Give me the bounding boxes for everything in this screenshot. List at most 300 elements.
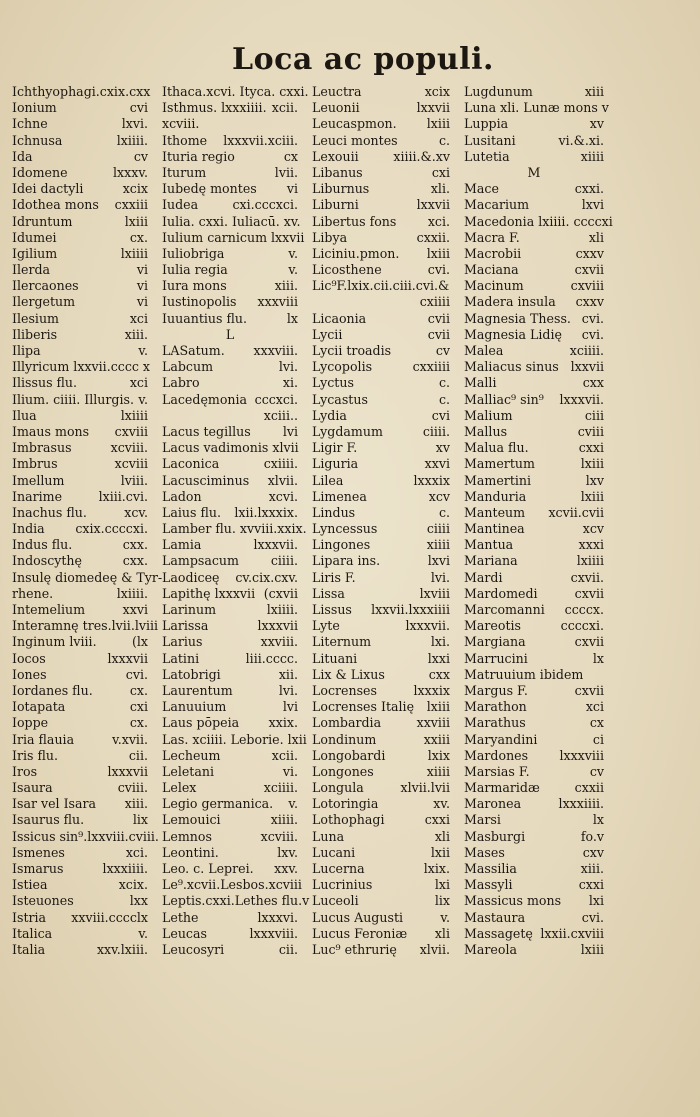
index-entry [312,424,450,440]
place-name: Leucaspmon. [312,116,397,132]
place-name: LASatum. [162,343,225,358]
page-reference: lxi. [430,634,450,650]
page-reference: v. [138,343,148,358]
place-name: Lugdunum [464,84,533,99]
index-entry [162,440,298,456]
page-reference: cvii [427,310,450,326]
place-name: Malua flu. [464,440,529,456]
page-reference: cvii [427,326,450,342]
page-reference: lviii. [120,472,148,488]
index-entry [162,731,307,748]
index-entry [464,408,604,424]
place-name: Licaonia [312,310,367,326]
index-entry [12,359,151,375]
index-entry [312,942,450,958]
index-entry [312,311,450,327]
place-name: Iotapata [12,699,66,715]
index-entry [12,715,148,731]
page-reference: lxiiii [576,553,604,569]
index-entry [312,715,450,731]
index-entry [12,489,148,505]
index-entry [464,715,604,731]
index-entry [162,748,298,764]
index-entry [162,278,298,294]
index-entry [162,942,298,958]
index-entry [162,926,298,942]
letter-heading: M [527,164,541,180]
page-reference: v. [138,391,148,407]
page-reference: cxxi [578,877,604,893]
page-reference: xlvii [272,440,299,456]
page-reference: cxvii [574,634,604,650]
place-name: Mareola [464,941,517,957]
index-entry [12,764,148,780]
page-reference: xxiii [423,731,450,747]
index-entry [312,570,450,586]
page-reference: lxxvii [416,100,450,116]
index-entry [162,553,298,569]
page-reference: lxiii [426,116,450,132]
index-entry [464,926,604,942]
place-name: India [12,521,45,537]
index-entry [12,926,148,942]
index-entry [162,537,298,553]
index-entry [162,359,298,375]
index-entry [464,424,604,440]
page-reference: cxi.cccxci. [232,197,298,213]
page-reference: xiiii [580,148,604,164]
page-reference: xv [435,440,450,456]
place-name: Le⁹.xcvii.Lesbos.xcviii [162,877,302,893]
place-name: Istria [12,909,47,925]
place-name: Imbrus [12,456,58,472]
page-reference: xiii. [580,861,604,876]
page-reference: vi.&.xi. [558,132,604,148]
index-entry [12,181,148,197]
page-reference: lvii. [274,164,298,180]
page-reference: cxxiiii [412,359,450,375]
index-entry [162,667,298,683]
index-entry [464,586,604,602]
place-name: Interamnę tres.lvii.lviii [12,618,159,634]
index-entry [464,553,604,569]
place-name: Lissa [312,585,345,601]
index-entry [162,100,298,116]
page-reference: cv [133,148,148,164]
index-entry [12,812,148,828]
place-name: Margiana [464,634,526,650]
index-entry [162,651,298,667]
page-reference: lxiii [580,941,604,957]
index-entry [12,230,148,246]
page-reference: xci. [125,844,148,860]
place-name: Ida [12,148,33,164]
place-name: Luna xli. Lunæ mons [464,100,598,116]
page-reference: xvviii.xxix. [239,521,307,537]
page-reference: cxxi [578,440,604,456]
place-name: Iocos [12,650,46,666]
index-entry [464,473,604,489]
page-reference: lxi [434,877,450,893]
index-entry [162,181,298,197]
place-name: Lapithę lxxxvii [162,585,256,601]
place-name: Libya [312,229,348,245]
index-entry [12,327,148,343]
index-entry [464,116,604,132]
index-entry [312,440,450,456]
page-reference: xlvii.lvii [400,780,450,796]
place-name: Mardi [464,569,503,585]
place-name: Mamertini [464,472,532,488]
page-reference: cxvii [574,585,604,601]
index-entry [312,829,450,845]
page-reference: lx [592,812,604,828]
page-reference: (lx [131,634,148,650]
index-entry [12,116,148,132]
place-name: Massicus mons [464,893,562,909]
place-name: Lucani [312,844,356,860]
place-name: Marathus [464,715,526,731]
index-entry [12,651,148,667]
place-name: Iulia regia [162,262,228,278]
page-reference: lxiii [426,245,450,261]
place-name: Lucus Augusti [312,909,404,925]
index-entry [162,133,298,149]
place-name: Lombardia [312,715,382,731]
page-reference: lxii [430,844,450,860]
place-name: Indoscythę [12,553,82,569]
page-reference: xxxviii. [253,343,298,358]
index-entry [312,327,450,343]
page-reference: xli [588,229,604,245]
page-reference: cvi [431,407,450,423]
index-entry [162,829,298,845]
place-name: Luna [312,828,345,844]
place-name: Marsias F. [464,763,530,779]
index-entry [464,165,604,181]
page-reference: xiii. [274,278,298,294]
index-entry [12,828,159,845]
index-entry [464,602,604,618]
page-reference: xcvii.cvii [548,504,604,520]
place-name: Luppia [464,116,509,132]
page-reference: lxxvii.lxxxiiii [371,602,450,617]
place-name: Lycastus [312,391,368,407]
page-reference: v. [288,796,298,812]
index-entry [12,424,148,440]
place-name: Laius flu. [162,504,221,520]
place-name: Lygdamum [312,423,383,439]
place-name: Mareotis [464,618,522,634]
place-name: Lacus tegillus [162,423,251,439]
place-name: Leletani [162,763,215,779]
page-reference: lxxxiiii. [102,861,148,876]
place-name: Laurentum [162,682,233,698]
page-reference: lxxxix [413,682,450,698]
index-entry [12,667,148,683]
place-name: Limenea [312,488,367,504]
page-reference: xiiii [426,537,450,553]
index-entry [312,359,450,375]
place-name: Isaura [12,780,53,796]
place-name: Malli [464,375,497,391]
place-name: Libertus fons [312,213,397,229]
page-reference: lxxvii [570,359,604,375]
place-name: Matruuium ibidem [464,666,584,682]
place-name: Masburgi [464,828,526,844]
place-name: Maryandini [464,731,538,747]
place-name: Istiea [12,877,48,893]
index-entry [12,942,148,958]
page-reference: xcviii. [110,440,148,456]
page-reference: xcii. [271,100,298,116]
page-reference: lix [132,812,148,828]
page-reference: lxxxvii [107,650,148,666]
page-reference: cxi [129,699,148,715]
index-entry [464,812,604,828]
place-name: Lingones [312,537,371,553]
index-entry [12,165,148,181]
page-reference: cxxii [574,780,604,796]
place-name: Lucrinius [312,877,373,893]
place-name: Luc⁹ ethrurię [312,941,397,957]
place-name: Mariana [464,553,518,569]
place-name: Lyte [312,618,340,634]
place-name: Issicus sin⁹.lxxviii.cviii. [12,828,159,844]
place-name: Illyricum lxxvii.cccc [12,359,139,375]
page-reference: cxi [431,164,450,180]
page-reference: ciiii. [270,553,298,569]
index-entry [162,910,298,926]
page-reference: xxviii. [260,634,298,650]
place-name: Mallus [464,423,508,439]
index-entry [162,715,298,731]
index-entry [312,489,450,505]
page-reference: lxxxvii. [405,618,450,634]
page-reference: xci [129,310,148,326]
place-name: Ilergetum [12,294,76,310]
index-entry [312,732,450,748]
index-entry [12,100,148,116]
index-entry [312,214,450,230]
place-name: Mases [464,844,505,860]
place-name: Maronea [464,796,522,812]
index-entry [162,165,298,181]
page-reference: xcv [582,521,604,537]
page-reference: lxxxvii. [253,537,298,553]
page-reference: cxviii [570,278,604,294]
index-entry [12,408,148,424]
page-reference: lx [286,310,298,326]
index-entry [464,748,604,764]
place-name: Lix & Lixus [312,666,385,682]
place-name: Labcum [162,359,214,375]
page-reference: lxxvii [416,197,450,213]
index-entry [312,602,450,618]
page-reference: lxxxv. [113,164,148,180]
page-reference: vi [136,262,148,278]
page-reference: c. [438,391,450,407]
page-reference: xcv [428,488,450,504]
place-name: Mace [464,181,499,197]
place-name: Isthmus. lxxxiiii. [162,100,267,116]
place-name: Londinum [312,731,377,747]
page-reference: lxxxvii.xciii. [223,132,298,148]
place-name: Larinum [162,602,217,617]
index-entry [464,683,604,699]
index-entry [464,942,604,958]
index-entry [12,569,163,586]
index-entry [162,149,298,165]
page-reference: cxv [582,844,604,860]
index-entry [464,537,604,553]
index-entry [464,213,613,230]
index-entry [464,133,604,149]
place-name: Lotoringia [312,796,379,812]
index-entry [12,473,148,489]
page-reference: xlvii. [267,472,298,488]
place-name: Maciana [464,262,519,278]
page-reference: lxxii.cxviii [540,925,604,941]
place-name: Lelex [162,780,197,796]
page-reference: xiii. [124,796,148,812]
place-name: Ilercaones [12,278,79,294]
place-name: Leontini. [162,844,219,860]
page-reference: xiiii [426,763,450,779]
index-entry [464,699,604,715]
page-reference: lxxxix [413,472,450,488]
index-entry [464,489,604,505]
place-name: Lucerna [312,861,365,876]
page-reference: lxxxvii [107,763,148,779]
index-entry [162,327,298,343]
place-name: Malliac⁹ sin⁹ [464,391,544,407]
page-reference: cxvii [574,262,604,278]
page-reference: xiii [584,84,604,99]
page-reference: lxxxviii [559,747,604,763]
index-entry [162,634,298,650]
index-entry [12,586,148,602]
place-name: Iordanes flu. [12,682,93,698]
place-name: Locrenses Italię [312,699,415,715]
index-entry [464,634,604,650]
page-reference: xiiii. [270,812,298,828]
page-reference: xv [589,116,604,132]
place-name: Longones [312,763,374,779]
page-reference: cxx [428,666,450,682]
place-name: Ithome [162,132,208,148]
page-reference: ccccx. [564,602,604,617]
index-entry [464,861,604,877]
place-name: Italia [12,941,46,957]
page-reference: liii.cccc. [245,650,298,666]
place-name: Latini [162,650,200,666]
place-name: Larissa [162,618,209,634]
place-name: Ismarus [12,861,64,876]
index-entry [162,570,298,586]
index-entry [162,246,298,262]
index-entry [312,375,450,391]
place-name: Ilium. ciiii. Illurgis. [12,391,134,407]
page-reference: lxiiii. [266,602,298,617]
place-name: Inarime [12,488,63,504]
index-entry [12,521,148,537]
page-reference: xciiii. [263,780,298,796]
page-reference: ciiii [426,521,450,537]
place-name: Marathon [464,699,527,715]
page-reference: lxiii.cvi. [98,488,148,504]
index-entry [312,586,450,602]
page-reference: xxviii [416,715,450,731]
place-name: Mardomedi [464,585,538,601]
index-entry [162,618,298,634]
place-name: Ituria regio [162,148,235,164]
place-name: Ioppe [12,715,49,731]
page-reference: xxxi [578,537,604,553]
place-name: Lituani [312,650,358,666]
page-reference: cxiiii [419,294,450,310]
page-reference: cii. [128,747,148,763]
place-name: Isteuones [12,893,74,909]
place-name: Lemnos [162,828,212,844]
index-entry [312,84,450,100]
place-name: Manduria [464,488,527,504]
page-reference: lx [592,650,604,666]
place-name: Iris flu. [12,747,59,763]
page-reference: cxiiii. [263,456,298,472]
page-reference: xci. [427,213,450,229]
page-reference: cccxci. [254,391,298,407]
index-entry [12,246,148,262]
index-entry [162,845,298,861]
index-entry [312,116,450,132]
index-entry [162,764,298,780]
index-entry [464,392,604,408]
page-reference: xxv.lxiii. [96,941,148,957]
index-entry [464,246,604,262]
page-reference: c. [438,132,450,148]
page-reference: xcix. [118,877,148,893]
index-entry [162,602,298,618]
place-name: Iuliobriga [162,245,225,261]
index-entry [312,262,450,278]
index-entry [12,392,148,408]
index-entry [12,732,148,748]
page-reference: xcix [122,181,148,197]
index-entry [162,699,298,715]
place-name: Latobrigi [162,666,221,682]
page-reference: lxx [129,893,148,909]
index-entry [12,311,148,327]
page-reference: vi. [282,763,298,779]
page-title: Loca ac populi. [232,42,494,77]
place-name: Iturum [162,164,207,180]
index-entry [162,473,298,489]
place-name: Marcomanni [464,602,545,617]
index-entry [12,845,148,861]
page-reference: xv. [433,796,450,812]
index-entry [162,197,298,213]
page-reference: xcii. [271,747,298,763]
place-name: Lydia [312,407,347,423]
page-reference: lxiii [580,456,604,472]
page-reference: lxxxvi. [257,909,298,925]
index-entry [464,780,604,796]
index-entry [312,910,450,926]
index-entry [312,537,450,553]
index-entry [464,197,604,213]
index-entry [312,553,450,569]
